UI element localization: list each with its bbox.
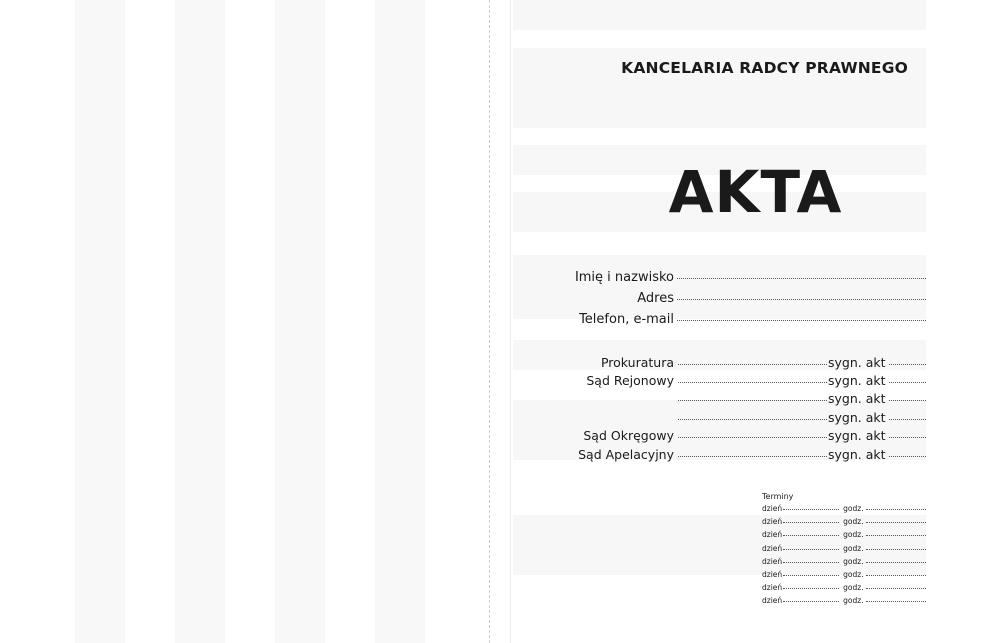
client-field-label: Imię i nazwisko (574, 270, 674, 285)
term-day-label: dzień (762, 596, 783, 606)
case-number-blank[interactable] (889, 419, 926, 420)
terms-title: Terminy (762, 492, 794, 501)
client-field-label: Telefon, e-mail (579, 312, 674, 327)
term-day-blank[interactable] (783, 549, 839, 550)
term-hour-blank[interactable] (866, 601, 926, 602)
term-row (762, 596, 926, 605)
court-label: Prokuratura (600, 355, 674, 370)
client-field-row (540, 270, 926, 285)
proceedings-row (560, 447, 926, 462)
term-hour-blank[interactable] (866, 562, 926, 563)
term-day-blank[interactable] (783, 509, 839, 510)
client-field-blank[interactable] (677, 278, 926, 279)
case-number-blank[interactable] (889, 437, 926, 438)
proceedings-row (560, 373, 926, 388)
front-cover-band (513, 255, 926, 319)
term-day-blank[interactable] (783, 535, 839, 536)
office-title: KANCELARIA RADCY PRAWNEGO (621, 59, 908, 77)
back-cover-stripe (75, 0, 125, 643)
case-number-label: sygn. akt (828, 373, 886, 388)
front-cover-band (513, 0, 926, 30)
court-label: Sąd Okręgowy (583, 428, 674, 443)
case-number-blank[interactable] (889, 382, 926, 383)
term-day-label: dzień (762, 517, 783, 527)
term-hour-label: godz. (843, 504, 864, 513)
case-number-label: sygn. akt (828, 355, 886, 370)
proceedings-row (560, 391, 926, 406)
term-row (762, 530, 926, 539)
client-field-row (540, 312, 926, 327)
term-day-label: dzień (762, 530, 783, 540)
case-number-blank[interactable] (889, 400, 926, 401)
term-row (762, 504, 926, 513)
term-day-label: dzień (762, 583, 783, 593)
case-number-label: sygn. akt (828, 447, 886, 462)
court-blank[interactable] (678, 400, 827, 401)
proceedings-row (560, 428, 926, 443)
term-row (762, 517, 926, 526)
case-number-label: sygn. akt (828, 428, 886, 443)
term-hour-blank[interactable] (866, 509, 926, 510)
court-blank[interactable] (678, 456, 827, 457)
court-blank[interactable] (678, 437, 827, 438)
court-label: Sąd Apelacyjny (578, 447, 674, 462)
term-day-blank[interactable] (783, 588, 839, 589)
term-day-label: dzień (762, 570, 783, 579)
term-day-label: dzień (762, 543, 783, 553)
term-hour-blank[interactable] (866, 588, 926, 589)
court-label: Sąd Rejonowy (586, 373, 674, 388)
case-number-blank[interactable] (889, 364, 926, 365)
client-field-row (540, 291, 926, 306)
term-hour-blank[interactable] (866, 549, 926, 550)
case-number-label: sygn. akt (828, 410, 886, 425)
back-cover-stripe (175, 0, 225, 643)
term-hour-label: godz. (843, 583, 864, 593)
proceedings-row (560, 410, 926, 425)
term-day-label: dzień (762, 504, 783, 513)
term-day-blank[interactable] (783, 522, 839, 523)
folder-title: AKTA (668, 158, 843, 226)
spine-fold-line (489, 0, 490, 643)
client-field-blank[interactable] (677, 299, 926, 300)
term-row (762, 570, 926, 579)
term-hour-label: godz. (843, 517, 864, 527)
client-field-blank[interactable] (677, 320, 926, 321)
term-hour-label: godz. (843, 570, 864, 579)
term-hour-label: godz. (843, 596, 864, 606)
term-row (762, 544, 926, 553)
term-day-blank[interactable] (783, 562, 839, 563)
term-day-blank[interactable] (783, 575, 839, 576)
term-hour-label: godz. (843, 556, 864, 566)
back-cover-stripe (275, 0, 325, 643)
term-row (762, 583, 926, 592)
term-hour-blank[interactable] (866, 575, 926, 576)
court-blank[interactable] (678, 364, 827, 365)
client-field-label: Adres (637, 291, 674, 306)
term-hour-blank[interactable] (866, 522, 926, 523)
term-day-label: dzień (762, 556, 783, 566)
term-row (762, 557, 926, 566)
term-day-blank[interactable] (783, 601, 839, 602)
term-hour-label: godz. (843, 530, 864, 540)
proceedings-row (560, 355, 926, 370)
case-number-label: sygn. akt (828, 391, 886, 406)
back-cover-stripe (375, 0, 425, 643)
term-hour-blank[interactable] (866, 535, 926, 536)
court-blank[interactable] (678, 419, 827, 420)
court-blank[interactable] (678, 382, 827, 383)
term-hour-label: godz. (843, 543, 864, 553)
spine-edge-line (510, 0, 511, 643)
case-number-blank[interactable] (889, 456, 926, 457)
